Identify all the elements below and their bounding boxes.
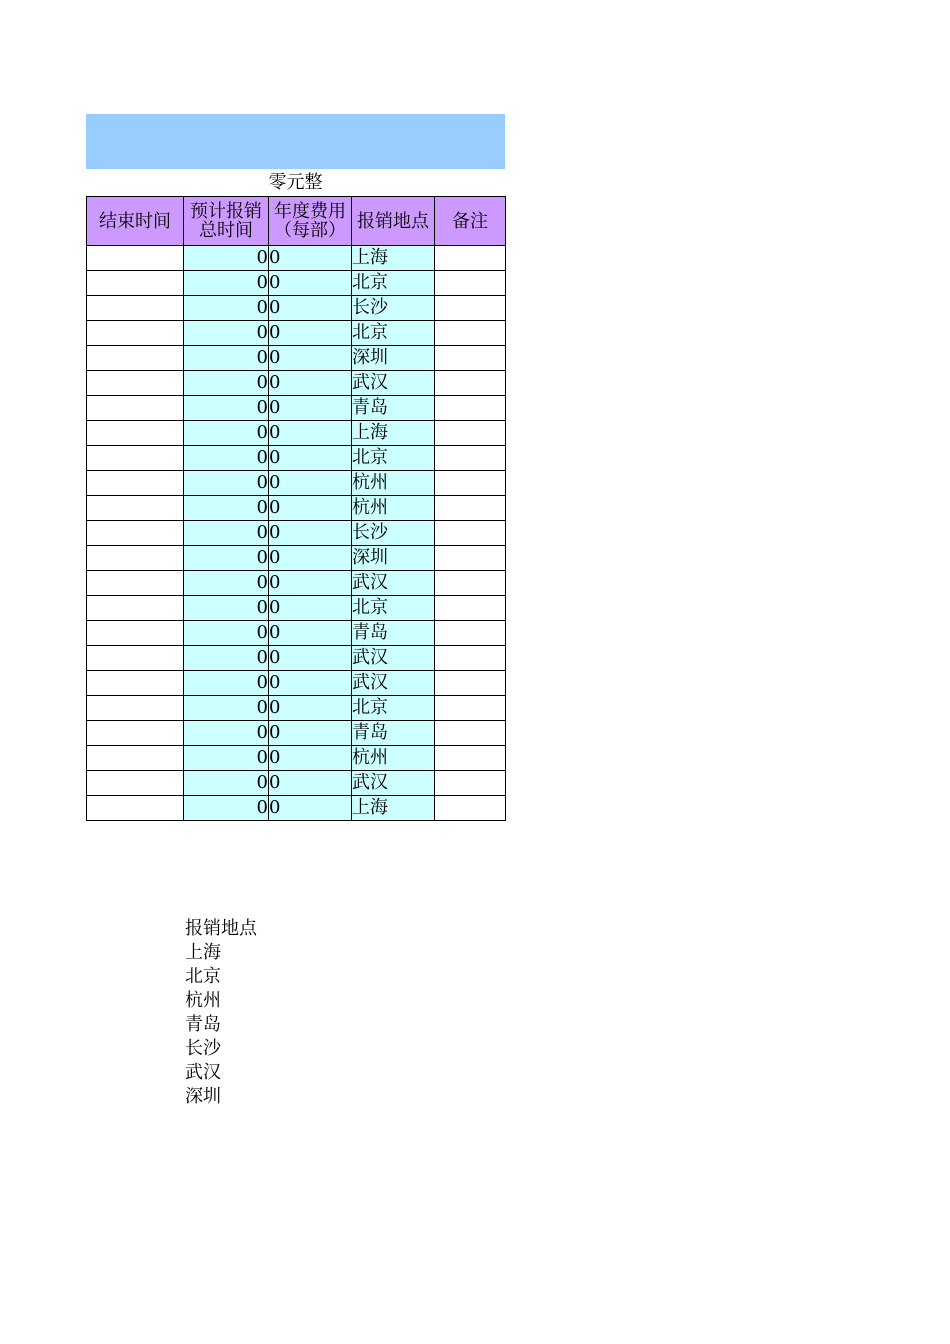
cell-location[interactable]: 北京 [352, 321, 435, 346]
cell-remarks[interactable] [435, 296, 506, 321]
cell-location[interactable]: 武汉 [352, 771, 435, 796]
cell-end-time[interactable] [87, 346, 184, 371]
cell-end-time[interactable] [87, 371, 184, 396]
cell-annual-fee[interactable]: 0 [269, 396, 352, 421]
cell-total-time[interactable]: 0 [184, 396, 269, 421]
cell-remarks[interactable] [435, 596, 506, 621]
cell-annual-fee[interactable]: 0 [269, 596, 352, 621]
table-row [87, 496, 506, 521]
location-list-title: 报销地点 [185, 918, 257, 939]
cell-annual-fee[interactable]: 0 [269, 371, 352, 396]
reimbursement-table [86, 196, 506, 821]
cell-total-time[interactable]: 0 [184, 696, 269, 721]
table-row [87, 796, 506, 821]
cell-total-time[interactable]: 0 [184, 521, 269, 546]
cell-end-time[interactable] [87, 296, 184, 321]
cell-location[interactable]: 北京 [352, 696, 435, 721]
cell-annual-fee[interactable]: 0 [269, 646, 352, 671]
cell-remarks[interactable] [435, 496, 506, 521]
cell-annual-fee[interactable]: 0 [269, 271, 352, 296]
table-row [87, 321, 506, 346]
cell-location[interactable]: 武汉 [352, 571, 435, 596]
table-row [87, 396, 506, 421]
cell-total-time[interactable]: 0 [184, 296, 269, 321]
cell-total-time[interactable]: 0 [184, 571, 269, 596]
cell-remarks[interactable] [435, 746, 506, 771]
cell-annual-fee[interactable]: 0 [269, 721, 352, 746]
location-list-item: 武汉 [185, 1062, 221, 1083]
cell-location[interactable]: 杭州 [352, 746, 435, 771]
cell-location[interactable]: 上海 [352, 796, 435, 821]
cell-remarks[interactable] [435, 646, 506, 671]
cell-annual-fee[interactable]: 0 [269, 321, 352, 346]
table-row [87, 596, 506, 621]
location-list-item: 长沙 [185, 1038, 221, 1059]
location-list-item: 北京 [185, 966, 221, 987]
cell-end-time[interactable] [87, 321, 184, 346]
cell-remarks[interactable] [435, 321, 506, 346]
cell-annual-fee[interactable]: 0 [269, 771, 352, 796]
cell-annual-fee[interactable]: 0 [269, 521, 352, 546]
cell-remarks[interactable] [435, 546, 506, 571]
table-row [87, 721, 506, 746]
cell-end-time[interactable] [87, 246, 184, 271]
cell-end-time[interactable] [87, 796, 184, 821]
cell-total-time[interactable]: 0 [184, 721, 269, 746]
header-remarks: 备注 [435, 197, 506, 246]
table-header-row [87, 197, 506, 246]
cell-end-time[interactable] [87, 646, 184, 671]
table-row [87, 296, 506, 321]
table-row [87, 746, 506, 771]
cell-remarks[interactable] [435, 471, 506, 496]
table-row [87, 271, 506, 296]
table-row [87, 346, 506, 371]
cell-end-time[interactable] [87, 421, 184, 446]
cell-end-time[interactable] [87, 621, 184, 646]
cell-annual-fee[interactable]: 0 [269, 296, 352, 321]
cell-total-time[interactable]: 0 [184, 646, 269, 671]
cell-annual-fee[interactable]: 0 [269, 496, 352, 521]
table-row [87, 471, 506, 496]
cell-total-time[interactable]: 0 [184, 796, 269, 821]
cell-annual-fee[interactable]: 0 [269, 746, 352, 771]
cell-total-time[interactable]: 0 [184, 321, 269, 346]
cell-location[interactable]: 上海 [352, 246, 435, 271]
cell-annual-fee[interactable]: 0 [269, 246, 352, 271]
cell-remarks[interactable] [435, 696, 506, 721]
cell-location[interactable]: 北京 [352, 596, 435, 621]
cell-location[interactable]: 深圳 [352, 346, 435, 371]
cell-annual-fee[interactable]: 0 [269, 446, 352, 471]
cell-end-time[interactable] [87, 746, 184, 771]
cell-location[interactable]: 杭州 [352, 496, 435, 521]
cell-total-time[interactable]: 0 [184, 546, 269, 571]
cell-total-time[interactable]: 0 [184, 271, 269, 296]
header-total-time: 预计报销 总时间 [184, 197, 269, 246]
table-row [87, 446, 506, 471]
cell-end-time[interactable] [87, 496, 184, 521]
cell-annual-fee[interactable]: 0 [269, 571, 352, 596]
cell-total-time[interactable]: 0 [184, 421, 269, 446]
title-banner [86, 114, 505, 169]
cell-annual-fee[interactable]: 0 [269, 696, 352, 721]
cell-end-time[interactable] [87, 446, 184, 471]
cell-remarks[interactable] [435, 571, 506, 596]
table-row [87, 671, 506, 696]
table-row [87, 421, 506, 446]
cell-remarks[interactable] [435, 671, 506, 696]
cell-total-time[interactable]: 0 [184, 596, 269, 621]
location-list-item: 杭州 [185, 990, 221, 1011]
cell-remarks[interactable] [435, 396, 506, 421]
cell-annual-fee[interactable]: 0 [269, 796, 352, 821]
cell-annual-fee[interactable]: 0 [269, 421, 352, 446]
table-row [87, 571, 506, 596]
cell-remarks[interactable] [435, 771, 506, 796]
table-row [87, 771, 506, 796]
table-row [87, 521, 506, 546]
cell-end-time[interactable] [87, 471, 184, 496]
cell-end-time[interactable] [87, 696, 184, 721]
cell-location[interactable]: 上海 [352, 421, 435, 446]
cell-annual-fee[interactable]: 0 [269, 621, 352, 646]
header-annual-fee: 年度费用 （每部） [269, 197, 352, 246]
cell-end-time[interactable] [87, 546, 184, 571]
cell-location[interactable]: 青岛 [352, 396, 435, 421]
cell-location[interactable]: 北京 [352, 271, 435, 296]
cell-location[interactable]: 深圳 [352, 546, 435, 571]
cell-location[interactable]: 长沙 [352, 296, 435, 321]
cell-remarks[interactable] [435, 246, 506, 271]
cell-end-time[interactable] [87, 721, 184, 746]
table-row [87, 646, 506, 671]
cell-total-time[interactable]: 0 [184, 771, 269, 796]
cell-annual-fee[interactable]: 0 [269, 346, 352, 371]
cell-end-time[interactable] [87, 671, 184, 696]
amount-in-words: 零元整 [268, 172, 323, 193]
cell-annual-fee[interactable]: 0 [269, 546, 352, 571]
cell-total-time[interactable]: 0 [184, 746, 269, 771]
cell-total-time[interactable]: 0 [184, 371, 269, 396]
header-location: 报销地点 [352, 197, 435, 246]
cell-remarks[interactable] [435, 521, 506, 546]
cell-total-time[interactable]: 0 [184, 446, 269, 471]
cell-annual-fee[interactable]: 0 [269, 471, 352, 496]
cell-total-time[interactable]: 0 [184, 671, 269, 696]
location-list-item: 深圳 [185, 1086, 221, 1107]
cell-location[interactable]: 武汉 [352, 371, 435, 396]
cell-location[interactable]: 武汉 [352, 671, 435, 696]
cell-location[interactable]: 青岛 [352, 621, 435, 646]
header-end-time: 结束时间 [87, 197, 184, 246]
cell-end-time[interactable] [87, 771, 184, 796]
cell-remarks[interactable] [435, 271, 506, 296]
table-row [87, 246, 506, 271]
cell-end-time[interactable] [87, 521, 184, 546]
cell-location[interactable]: 长沙 [352, 521, 435, 546]
location-list-item: 青岛 [185, 1014, 221, 1035]
table-row [87, 371, 506, 396]
cell-remarks[interactable] [435, 621, 506, 646]
cell-end-time[interactable] [87, 571, 184, 596]
cell-location[interactable]: 青岛 [352, 721, 435, 746]
cell-total-time[interactable]: 0 [184, 471, 269, 496]
cell-total-time[interactable]: 0 [184, 346, 269, 371]
table-row [87, 621, 506, 646]
cell-total-time[interactable]: 0 [184, 246, 269, 271]
location-list-item: 上海 [185, 942, 221, 963]
cell-remarks[interactable] [435, 796, 506, 821]
cell-location[interactable]: 北京 [352, 446, 435, 471]
cell-total-time[interactable]: 0 [184, 621, 269, 646]
cell-annual-fee[interactable]: 0 [269, 671, 352, 696]
cell-remarks[interactable] [435, 346, 506, 371]
cell-remarks[interactable] [435, 371, 506, 396]
cell-remarks[interactable] [435, 421, 506, 446]
cell-total-time[interactable]: 0 [184, 496, 269, 521]
cell-end-time[interactable] [87, 271, 184, 296]
cell-remarks[interactable] [435, 721, 506, 746]
cell-location[interactable]: 武汉 [352, 646, 435, 671]
cell-end-time[interactable] [87, 596, 184, 621]
cell-remarks[interactable] [435, 446, 506, 471]
cell-location[interactable]: 杭州 [352, 471, 435, 496]
cell-end-time[interactable] [87, 396, 184, 421]
location-list [185, 917, 257, 1107]
table-row [87, 546, 506, 571]
table-row [87, 696, 506, 721]
